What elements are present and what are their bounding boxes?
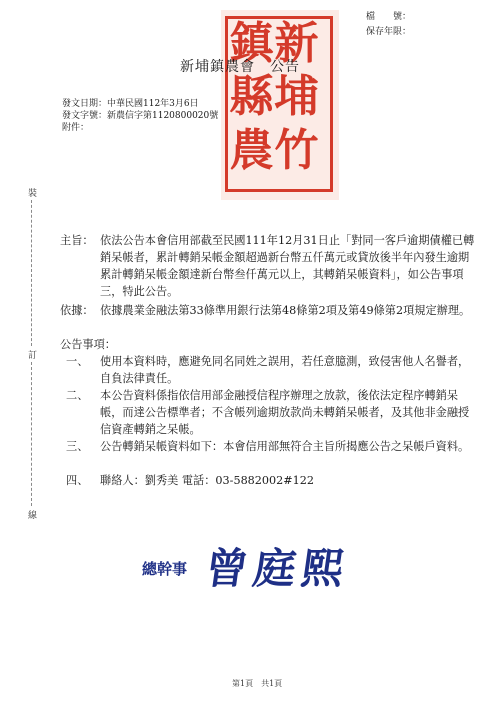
notice-item-number: 一、 — [66, 355, 89, 368]
signature-stamp — [140, 528, 366, 594]
seal-char: 埔 — [274, 71, 319, 123]
notice-item-number: 二、 — [66, 389, 89, 402]
subject-label: 主旨： — [60, 234, 94, 247]
subject-text: 依法公告本會信用部截至民國111年12月31日止「對同一客戶逾期債權已轉銷呆帳者，累計轉銷呆帳金額超過新台幣五仟萬元或貸放後半年內發生逾期累計轉銷呆帳金額達新台幣叁仟萬元以上，其轉銷呆帳資料」，如公告事項三，特此公告。 — [100, 234, 475, 298]
retention-label: 保存年限： — [366, 27, 412, 37]
notice-label: 公告事項： — [60, 338, 116, 351]
seal-char: 新 — [274, 18, 319, 69]
issue-info — [62, 98, 218, 134]
notice-item — [66, 472, 480, 489]
basis-section — [60, 302, 476, 319]
issue-attachment: 附件： — [62, 123, 90, 133]
notice-item-text: 公告轉銷呆帳資料如下：本會信用部無符合主旨所揭應公告之呆帳戶資料。 — [100, 440, 470, 453]
notice-item-number: 四、 — [66, 474, 89, 487]
seal-char: 竹 — [274, 124, 319, 176]
notice-item — [66, 438, 480, 455]
document-title: 新埔鎮農會 公告 — [180, 59, 300, 75]
binding-line — [31, 200, 32, 346]
subject-section — [60, 232, 476, 300]
binding-mark-bottom: 線 — [28, 511, 38, 521]
basis-text: 依據農業金融法第33條準用銀行法第48條第2項及第49條第2項規定辦理。 — [100, 304, 471, 317]
signature-name: 曾庭熙 — [202, 544, 354, 593]
notice-item-text: 本公告資料係指依信用部金融授信程序辦理之放款，後依法定程序轉銷呆帳，而達公告標準者；不含帳列逾期放款尚未轉銷呆帳者，及其他非金融授信資產轉銷之呆帳。 — [100, 389, 470, 436]
seal-char: 農 — [229, 124, 274, 176]
file-no-label: 檔 號： — [366, 12, 412, 22]
signature-title: 總幹事 — [142, 560, 188, 578]
notice-item-text: 聯絡人：劉秀美 電話：03-5882002#122 — [100, 474, 314, 487]
file-meta — [366, 10, 411, 40]
binding-mark-top: 裝 — [28, 189, 38, 199]
basis-label: 依據： — [60, 304, 94, 317]
binding-mark-middle: 訂 — [28, 351, 38, 361]
notice-item — [66, 353, 480, 387]
seal-characters — [229, 18, 319, 178]
issue-ref: 發文字號：新農信字第1120800020號 — [62, 111, 219, 121]
notice-item-number: 三、 — [66, 440, 89, 453]
binding-line — [31, 362, 32, 506]
seal-char: 縣 — [229, 71, 274, 123]
seal-char: 鎮 — [229, 18, 274, 69]
issue-date: 發文日期：中華民國112年3月6日 — [62, 99, 199, 109]
page-number: 第1頁 共1頁 — [232, 679, 283, 688]
notice-item-text: 使用本資料時，應避免同名同姓之誤用，若任意臆測，致侵害他人名譽者，自負法律責任。 — [100, 355, 470, 385]
notice-item — [66, 387, 480, 438]
official-seal — [221, 10, 339, 200]
